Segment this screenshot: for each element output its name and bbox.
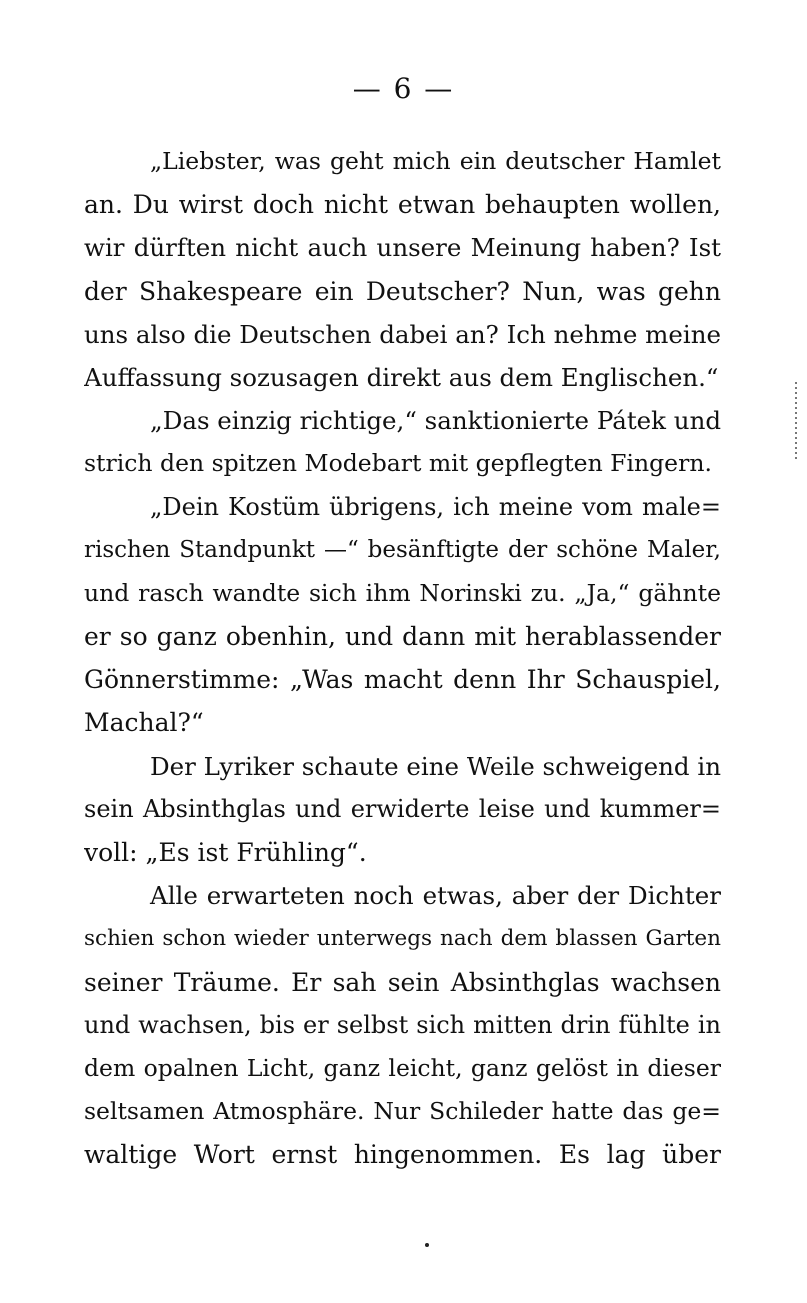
text-line: sein Absinthglas und erwiderte leise und kummer= [84, 794, 721, 823]
text-line: dem opalnen Licht, ganz leicht, ganz gelöst in dieser [84, 1053, 721, 1082]
text-line: an. Du wirst doch nicht etwan behaupten wollen, [84, 190, 721, 220]
text-line: „Dein Kostüm übrigens, ich meine vom male= [150, 492, 721, 521]
text-line: Machal?“ [84, 708, 204, 738]
text-line: der Shakespeare ein Deutscher? Nun, was gehn [84, 276, 721, 306]
text-line: wir dürften nicht auch unsere Meinung haben? Ist [84, 233, 721, 263]
text-line: „Das einzig richtige,“ sanktionierte Pátek und [150, 406, 721, 436]
text-line: Gönnerstimme: „Was macht denn Ihr Schauspiel, [84, 665, 721, 695]
body-text [84, 140, 721, 1177]
text-line: Alle erwarteten noch etwas, aber der Dichter [150, 881, 721, 911]
text-line: seiner Träume. Er sah sein Absinthglas wachsen [84, 967, 721, 997]
text-line: uns also die Deutschen dabei an? Ich nehme meine [84, 319, 721, 349]
text-line: Der Lyriker schaute eine Weile schweigend in [150, 751, 721, 781]
text-line: „Liebster, was geht mich ein deutscher Hamlet [150, 147, 721, 175]
text-line: er so ganz obenhin, und dann mit herablassender [84, 622, 721, 652]
text-line: und rasch wandte sich ihm Norinski zu. „Ja,“ gähnte [84, 578, 721, 607]
text-line: schien schon wieder unterwegs nach dem blassen Garten [84, 926, 721, 952]
text-line: strich den spitzen Modebart mit gepflegten Fingern. [84, 449, 712, 478]
text-line: und wachsen, bis er selbst sich mitten drin fühlte in [84, 1010, 721, 1039]
text-line: rischen Standpunkt —“ besänftigte der schöne Maler, [84, 536, 721, 563]
margin-scan-artifact [795, 382, 797, 462]
text-line: seltsamen Atmosphäre. Nur Schileder hatte das ge= [84, 1097, 721, 1126]
page-number: — 6 — [352, 72, 455, 105]
text-line: voll: „Es ist Frühling“. [84, 838, 367, 867]
ink-speck [425, 1243, 429, 1247]
text-line: waltige Wort ernst hingenommen. Es lag über [84, 1140, 721, 1170]
text-line: Auffassung sozusagen direkt aus dem Englischen.“ [84, 362, 719, 392]
